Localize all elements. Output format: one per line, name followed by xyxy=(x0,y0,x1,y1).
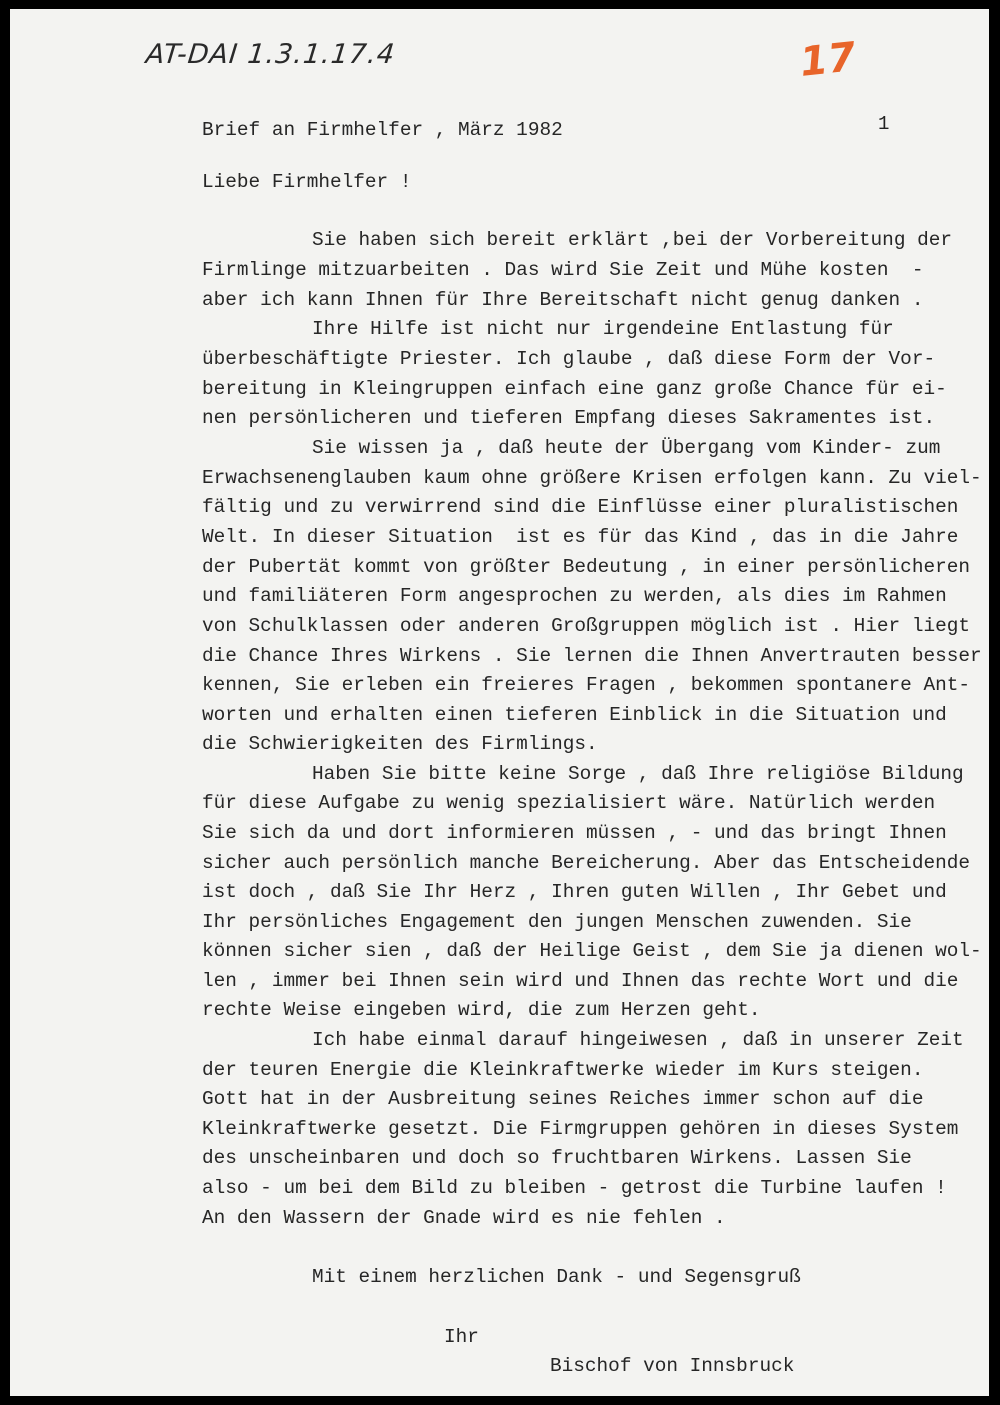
body-line: bereitung in Kleingruppen einfach eine ganz große Chance für ei- xyxy=(202,378,947,400)
body-line: können sicher sien , daß der Heilige Geist , dem Sie ja dienen wol- xyxy=(202,940,982,962)
archive-reference: AT-DAI 1.3.1.17.4 xyxy=(144,39,397,70)
body-line: nen persönlicheren und tieferen Empfang dieses Sakramentes ist. xyxy=(202,407,936,429)
signature-title: Bischof von Innsbruck xyxy=(550,1355,795,1377)
document-page xyxy=(10,9,989,1396)
salutation: Liebe Firmhelfer ! xyxy=(202,171,412,193)
body-line: Sie haben sich bereit erklärt ,bei der Vorbereitung der xyxy=(312,229,952,251)
body-line: für diese Aufgabe zu wenig spezialisiert wäre. Natürlich werden xyxy=(202,792,936,814)
body-line: Sie wissen ja , daß heute der Übergang vom Kinder- zum xyxy=(312,437,941,459)
body-line: Kleinkraftwerke gesetzt. Die Firmgruppen gehören in dieses System xyxy=(202,1118,959,1140)
body-line: Gott hat in der Ausbreitung seines Reiches immer schon auf die xyxy=(202,1088,924,1110)
body-line: Ihre Hilfe ist nicht nur irgendeine Entlastung für xyxy=(312,318,894,340)
body-line: aber ich kann Ihnen für Ihre Bereitschaft nicht genug danken . xyxy=(202,289,924,311)
letter-heading: Brief an Firmhelfer , März 1982 xyxy=(202,119,563,141)
signoff: Ihr xyxy=(444,1326,479,1348)
body-line: Firmlinge mitzuarbeiten . Das wird Sie Zeit und Mühe kosten - xyxy=(202,259,924,281)
body-line: der teuren Energie die Kleinkraftwerke wieder im Kurs steigen. xyxy=(202,1059,924,1081)
body-line: Ich habe einmal darauf hingeiwesen , daß in unserer Zeit xyxy=(312,1029,964,1051)
body-line: Sie sich da und dort informieren müssen , - und das bringt Ihnen xyxy=(202,822,947,844)
body-line: des unscheinbaren und doch so fruchtbaren Wirkens. Lassen Sie xyxy=(202,1147,912,1169)
closing-line: Mit einem herzlichen Dank - und Segensgruß xyxy=(312,1266,801,1288)
body-line: der Pubertät kommt von größter Bedeutung , in einer persönlicheren xyxy=(202,556,970,578)
body-line: die Schwierigkeiten des Firmlings. xyxy=(202,733,598,755)
body-line: Ihr persönliches Engagement den jungen Menschen zuwenden. Sie xyxy=(202,911,912,933)
body-line: fältig und zu verwirrend sind die Einflüsse einer pluralistischen xyxy=(202,496,959,518)
body-line: Haben Sie bitte keine Sorge , daß Ihre religiöse Bildung xyxy=(312,763,964,785)
body-line: kennen, Sie erleben ein freieres Fragen , bekommen spontanere Ant- xyxy=(202,674,970,696)
body-line: Welt. In dieser Situation ist es für das Kind , das in die Jahre xyxy=(202,526,959,548)
body-line: rechte Weise eingeben wird, die zum Herzen geht. xyxy=(202,999,761,1021)
body-line: Erwachsenenglauben kaum ohne größere Krisen erfolgen kann. Zu viel- xyxy=(202,467,982,489)
body-line: An den Wassern der Gnade wird es nie fehlen . xyxy=(202,1207,726,1229)
body-line: überbeschäftigte Priester. Ich glaube , daß diese Form der Vor- xyxy=(202,348,936,370)
body-line: von Schulklassen oder anderen Großgruppen möglich ist . Hier liegt xyxy=(202,615,970,637)
body-line: die Chance Ihres Wirkens . Sie lernen die Ihnen Anvertrauten besser xyxy=(202,645,982,667)
typed-mark: 1 xyxy=(878,113,890,135)
body-line: ist doch , daß Sie Ihr Herz , Ihren guten Willen , Ihr Gebet und xyxy=(202,881,947,903)
body-line: und familiäteren Form angesprochen zu werden, als dies im Rahmen xyxy=(202,585,947,607)
body-line: len , immer bei Ihnen sein wird und Ihnen das rechte Wort und die xyxy=(202,970,959,992)
body-line: worten und erhalten einen tieferen Einblick in die Situation und xyxy=(202,704,947,726)
body-line: also - um bei dem Bild zu bleiben - getrost die Turbine laufen ! xyxy=(202,1177,947,1199)
body-line: sicher auch persönlich manche Bereicherung. Aber das Entscheidende xyxy=(202,852,970,874)
page-number: 17 xyxy=(797,34,858,86)
